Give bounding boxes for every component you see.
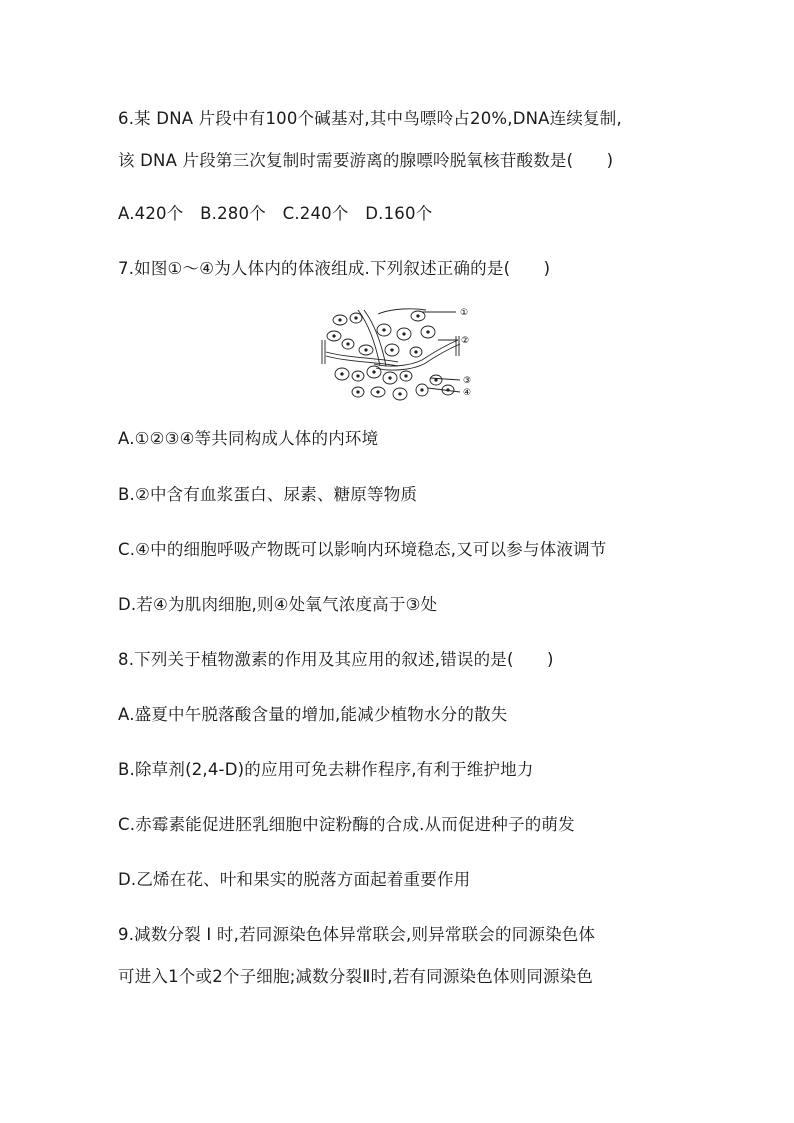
figure-label-3: ③	[463, 376, 472, 386]
q9-line2: 可进入1个或2个子细胞;减数分裂Ⅱ时,若有同源染色体则同源染色	[118, 967, 594, 986]
q6-line1: 6.某 DNA 片段中有100个碱基对,其中鸟嘌呤占20%,DNA连续复制,	[118, 109, 622, 128]
figure-label-2: ②	[461, 336, 470, 346]
q7-stem: 7.如图①～④为人体内的体液组成.下列叙述正确的是( )	[118, 259, 551, 278]
q8-option-c: C.赤霉素能促进胚乳细胞中淀粉酶的合成.从而促进种子的萌发	[118, 815, 575, 834]
q7-option-d: D.若④为肌肉细胞,则④处氧气浓度高于③处	[118, 595, 438, 614]
figure-label-4: ④	[463, 388, 472, 398]
q6-options: A.420个 B.280个 C.240个 D.160个	[118, 204, 433, 223]
q7-option-b: B.②中含有血浆蛋白、尿素、糖原等物质	[118, 485, 418, 504]
q6-line2: 该 DNA 片段第三次复制时需要游离的腺嘌呤脱氧核苷酸数是( )	[118, 151, 614, 170]
q7-option-a: A.①②③④等共同构成人体的内环境	[118, 429, 379, 448]
q8-stem: 8.下列关于植物激素的作用及其应用的叙述,错误的是( )	[118, 650, 554, 669]
q7-option-c: C.④中的细胞呼吸产物既可以影响内环境稳态,又可以参与体液调节	[118, 540, 607, 559]
q8-option-d: D.乙烯在花、叶和果实的脱落方面起着重要作用	[118, 870, 471, 889]
q8-option-b: B.除草剂(2,4-D)的应用可免去耕作程序,有利于维护地力	[118, 760, 534, 779]
figure-label-1: ①	[460, 308, 469, 318]
q9-line1: 9.减数分裂 Ⅰ 时,若同源染色体异常联会,则异常联会的同源染色体	[118, 925, 596, 944]
q8-option-a: A.盛夏中午脱落酸含量的增加,能减少植物水分的散失	[118, 705, 508, 724]
body-fluid-diagram	[318, 306, 480, 402]
